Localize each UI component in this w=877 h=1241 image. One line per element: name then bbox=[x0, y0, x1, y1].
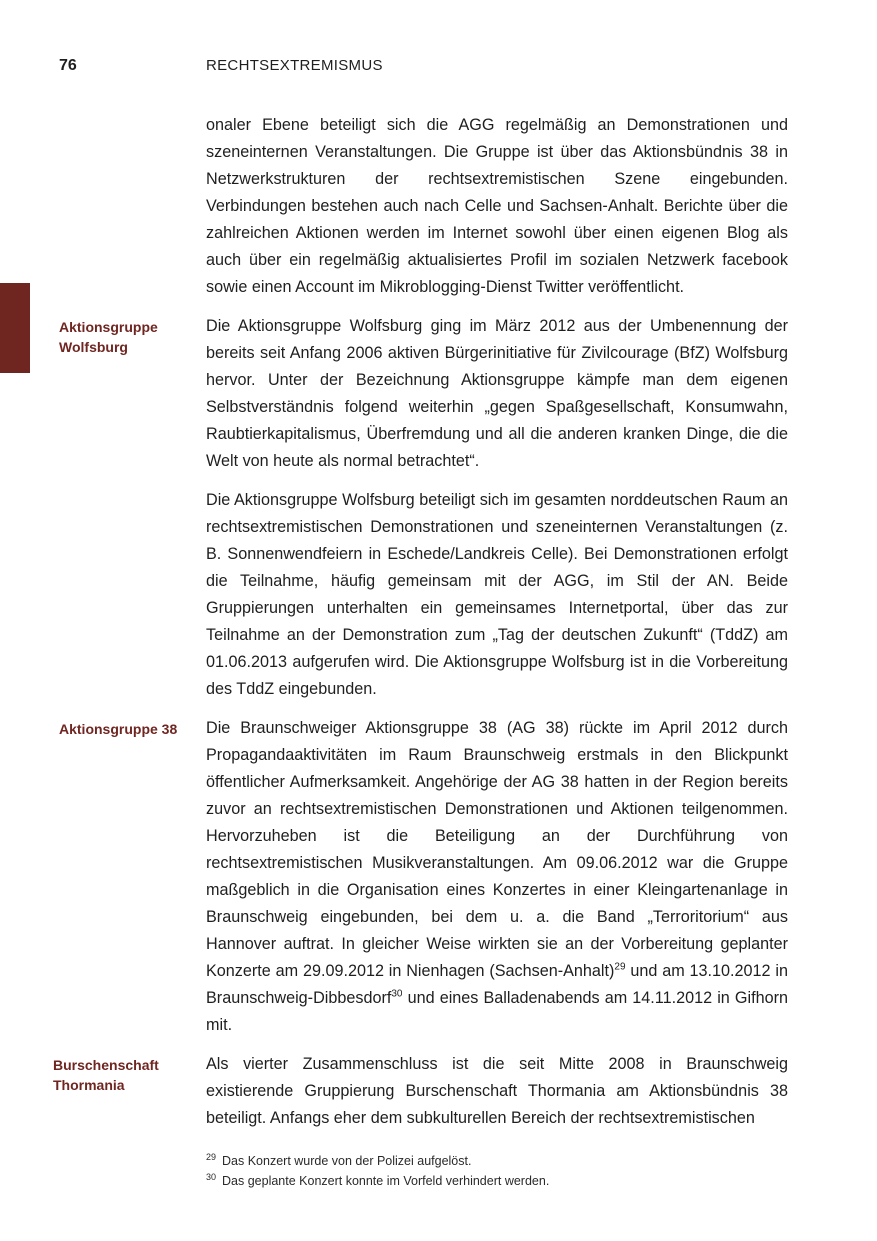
footnote-text: Das geplante Konzert konnte im Vorfeld verhindert werden. bbox=[222, 1174, 550, 1188]
footnotes bbox=[206, 1151, 788, 1191]
running-head: RECHTSEXTREMISMUS bbox=[206, 57, 383, 74]
paragraph-text: onaler Ebene beteiligt sich die AGG regelmäßig an Demonstrationen und szeneinternen Veranstaltungen. Die Gruppe ist über das Aktionsbündnis 38 in Netzwerkstrukturen der rechtsextremistischen Szene eingebunden. Verbindungen bestehen auch nach Celle und Sachsen-Anhalt. Berichte über die zahlreichen Aktionen werden im Internet sowohl über einen eigenen Blog als auch über ein regelmäßig aktualisiertes Profil im sozialen Netzwerk facebook sowie einen Account im Mikroblogging-Dienst Twitter veröffentlicht. bbox=[206, 116, 788, 296]
page-number: 76 bbox=[59, 57, 77, 74]
footnote-number: 29 bbox=[206, 1151, 217, 1162]
footnote-text: Das Konzert wurde von der Polizei aufgelöst. bbox=[222, 1154, 472, 1168]
footnote-30 bbox=[206, 1171, 788, 1191]
main-text-column bbox=[53, 112, 788, 1144]
footnote-number: 30 bbox=[206, 1171, 217, 1182]
paragraph-aktionsgruppe-38 bbox=[59, 715, 788, 1039]
paragraph-aktionsgruppe-wolfsburg bbox=[59, 313, 788, 475]
paragraph-burschenschaft-thormania bbox=[53, 1051, 788, 1132]
side-label-burschenschaft-thormania: Burschenschaft Thormania bbox=[53, 1057, 159, 1093]
paragraph-wolfsburg-activities bbox=[206, 487, 788, 703]
paragraph-agg-continued bbox=[206, 112, 788, 301]
margin-tab-marker bbox=[0, 283, 30, 373]
side-label-aktionsgruppe-38: Aktionsgruppe 38 bbox=[59, 721, 178, 737]
side-label-aktionsgruppe-wolfsburg: Aktionsgruppe Wolfsburg bbox=[59, 319, 158, 355]
footnote-ref-30[interactable]: 30 bbox=[391, 988, 403, 1000]
paragraph-text: und am 13.10.2012 in Braunschweig-Dibbesdorf bbox=[206, 962, 788, 1007]
paragraph-text: Die Braunschweiger Aktionsgruppe 38 (AG 38) rückte im April 2012 durch Propagandaaktivitäten im Raum Braunschweig erstmals in den Blickpunkt öffentlicher Aufmerksamkeit. Angehörige der AG 38 hatten in der Region bereits zuvor an rechtsextremistischen Demonstrationen und Aktionen teilgenommen. Hervorzuheben ist die Beteiligung an der Durchführung von rechtsextremistischen Musikveranstaltungen. Am 09.06.2012 war die Gruppe maßgeblich in die Organisation eines Konzertes in einer Kleingartenanlage in Braunschweig eingebunden, bei dem u. a. die Band „Terroritorium“ aus Hannover auftrat. In gleicher Weise wirkten sie an der Vorbereitung geplanter Konzerte am 29.09.2012 in Nienhagen (Sachsen-Anhalt) bbox=[206, 719, 788, 980]
paragraph-text: Als vierter Zusammenschluss ist die seit Mitte 2008 in Braunschweig existierende Gruppierung Burschenschaft Thormania am Aktionsbündnis 38 beteiligt. Anfangs eher dem subkulturellen Bereich der rechtsextremistischen bbox=[206, 1055, 788, 1127]
footnote-ref-29[interactable]: 29 bbox=[614, 961, 626, 973]
paragraph-text: Die Aktionsgruppe Wolfsburg ging im März 2012 aus der Umbenennung der bereits seit Anfang 2006 aktiven Bürgerinitiative für Zivilcourage (BfZ) Wolfsburg hervor. Unter der Bezeichnung Aktionsgruppe kämpfe man dem eigenen Selbstverständnis folgend weiterhin „gegen Spaßgesellschaft, Konsumwahn, Raubtierkapitalismus, Überfremdung und all die anderen kranken Dinge, die die Welt von heute als normal betrachtet“. bbox=[206, 317, 788, 470]
footnote-29 bbox=[206, 1151, 788, 1171]
paragraph-text: und eines Balladenabends am 14.11.2012 in Gifhorn mit. bbox=[206, 989, 788, 1034]
paragraph-text: Die Aktionsgruppe Wolfsburg beteiligt sich im gesamten norddeutschen Raum an rechtsextremistischen Demonstrationen und szeneinternen Veranstaltungen (z. B. Sonnenwendfeiern in Eschede/Landkreis Celle). Bei Demonstrationen erfolgt die Teilnahme, häufig gemeinsam mit der AGG, im Stil der AN. Beide Gruppierungen unterhalten ein gemeinsames Internetportal, über das zur Teilnahme an der Demonstration zum „Tag der deutschen Zukunft“ (TddZ) am 01.06.2013 aufgerufen wird. Die Aktionsgruppe Wolfsburg ist in die Vorbereitung des TddZ eingebunden. bbox=[206, 491, 788, 698]
